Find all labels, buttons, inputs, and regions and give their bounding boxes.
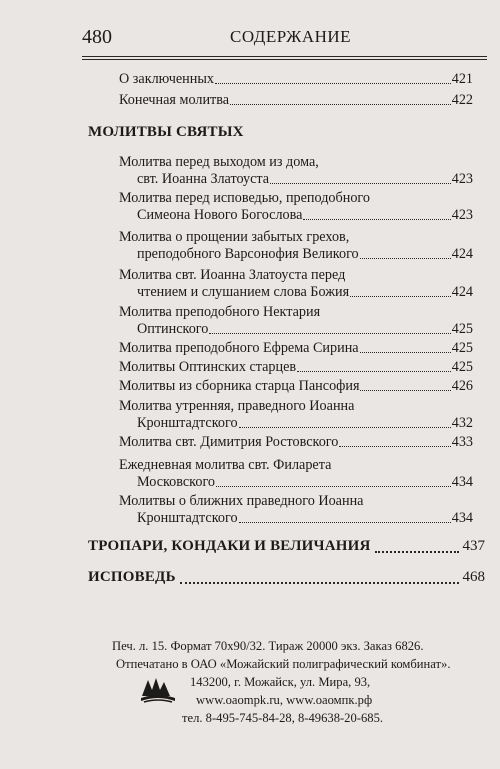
dot-leader (303, 219, 450, 220)
toc-entry-page: 421 (451, 71, 473, 87)
dot-leader (230, 104, 451, 105)
dot-leader (216, 486, 451, 487)
toc-entry-title: Молитвы из сборника старца Пансофия (119, 378, 360, 394)
toc-entry-title: О заключенных (119, 71, 214, 87)
toc-entry-page: 425 (451, 340, 473, 356)
toc-entry-title: свт. Иоанна Златоуста (137, 171, 270, 187)
toc-entry-title: Молитвы Оптинских старцев (119, 359, 297, 375)
toc-entry-line1: Молитва утренняя, праведного Иоанна (119, 398, 355, 414)
dot-leader (239, 427, 451, 428)
toc-entry[interactable] (137, 473, 473, 491)
toc-entry[interactable] (119, 358, 473, 376)
toc-entry[interactable] (137, 170, 473, 188)
toc-entry[interactable] (137, 509, 473, 527)
toc-entry[interactable] (119, 339, 473, 357)
section-heading: МОЛИТВЫ СВЯТЫХ (88, 124, 244, 140)
toc-entry-page: 424 (451, 284, 473, 300)
toc-entry[interactable] (119, 70, 473, 88)
dot-leader (360, 258, 451, 259)
imprint-line: 143200, г. Можайск, ул. Мира, 93, (190, 675, 371, 689)
toc-entry[interactable] (137, 206, 473, 224)
toc-entry-title: преподобного Варсонофия Великого (137, 246, 359, 262)
toc-entry[interactable] (119, 91, 473, 109)
toc-entry-line1: Молитва перед выходом из дома, (119, 154, 319, 170)
dot-leader (375, 551, 459, 553)
toc-entry-line1: Ежедневная молитва свт. Филарета (119, 457, 332, 473)
toc-entry-title: Молитва преподобного Ефрема Сирина (119, 340, 359, 356)
toc-entry-page: 423 (451, 171, 473, 187)
dot-leader (297, 371, 451, 372)
toc-entry-title: Кронштадтского (137, 510, 238, 526)
header-rule-second (82, 59, 487, 60)
toc-entry-title: Оптинского (137, 321, 209, 337)
toc-entry-title: Кронштадтского (137, 415, 238, 431)
toc-entry-page: 426 (451, 378, 473, 394)
printer-logo-icon (140, 674, 176, 704)
page-title: СОДЕРЖАНИЕ (230, 27, 352, 46)
toc-entry-title: Конечная молитва (119, 92, 230, 108)
section-heading: ИСПОВЕДЬ (88, 569, 176, 585)
toc-entry[interactable] (137, 320, 473, 338)
toc-entry-title: Московского (137, 474, 216, 490)
dot-leader (239, 522, 451, 523)
toc-entry-line1: Молитва о прощении забытых грехов, (119, 229, 350, 245)
toc-entry-line1: Молитвы о ближних праведного Иоанна (119, 493, 364, 509)
toc-entry-page: 434 (451, 510, 473, 526)
dot-leader (350, 296, 451, 297)
dot-leader (180, 582, 459, 584)
toc-entry[interactable] (137, 283, 473, 301)
toc-entry-title: Симеона Нового Богослова (137, 207, 303, 223)
toc-entry[interactable] (137, 245, 473, 263)
toc-entry-page: 422 (451, 92, 473, 108)
dot-leader (215, 83, 451, 84)
dot-leader (270, 183, 451, 184)
header-rule (82, 56, 487, 57)
toc-entry-page: 423 (451, 207, 473, 223)
toc-entry-title: чтением и слушанием слова Божия (137, 284, 350, 300)
toc-entry-page: 424 (451, 246, 473, 262)
toc-entry-page: 432 (451, 415, 473, 431)
dot-leader (209, 333, 450, 334)
toc-entry-title: Молитва свт. Димитрия Ростовского (119, 434, 339, 450)
toc-entry[interactable] (137, 414, 473, 432)
toc-entry-page: 425 (451, 359, 473, 375)
toc-entry[interactable] (119, 433, 473, 451)
imprint-line: Печ. л. 15. Формат 70x90/32. Тираж 20000 экз. Заказ 6826. (112, 639, 424, 653)
toc-entry-page: 468 (462, 569, 485, 585)
imprint-line: тел. 8-495-745-84-28, 8-49638-20-685. (182, 711, 384, 725)
dot-leader (339, 446, 450, 447)
toc-entry-page: 425 (451, 321, 473, 337)
imprint-line: www.oaompk.ru, www.оаомпк.рф (196, 693, 373, 707)
toc-entry-line1: Молитва перед исповедью, преподобного (119, 190, 370, 206)
dot-leader (360, 352, 451, 353)
toc-entry[interactable] (119, 377, 473, 395)
toc-entry-line1: Молитва свт. Иоанна Златоуста перед (119, 267, 346, 283)
imprint-line: Отпечатано в ОАО «Можайский полиграфический комбинат». (116, 657, 451, 671)
running-header (82, 26, 492, 56)
section-entry-confession[interactable] (88, 569, 485, 586)
dot-leader (360, 390, 450, 391)
section-entry-troparia[interactable] (88, 538, 485, 555)
page-number: 480 (82, 26, 112, 48)
toc-entry-line1: Молитва преподобного Нектария (119, 304, 321, 320)
toc-entry-page: 437 (462, 538, 485, 554)
toc-entry-page: 433 (451, 434, 473, 450)
toc-entry-page: 434 (451, 474, 473, 490)
section-heading: ТРОПАРИ, КОНДАКИ И ВЕЛИЧАНИЯ (88, 538, 371, 554)
